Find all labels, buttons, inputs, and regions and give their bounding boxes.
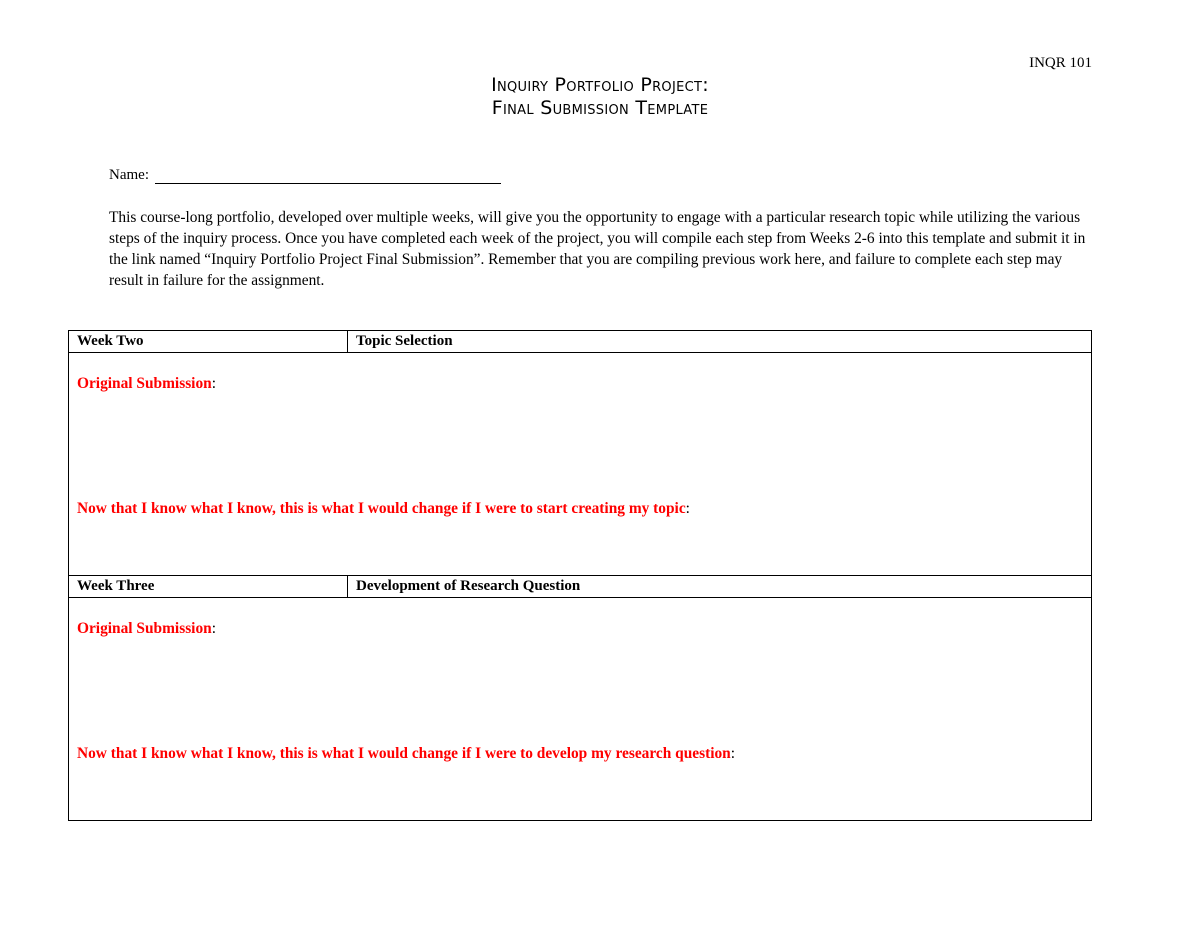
topic-label: Topic Selection <box>348 331 1092 353</box>
week-response-area[interactable] <box>69 353 1092 576</box>
prompt-text: Now that I know what I know, this is what I would change if I were to start creating my topic <box>77 500 686 517</box>
prompt-colon: : <box>211 620 216 637</box>
title-line-2: Final Submission Template <box>491 97 709 119</box>
prompt-text: Original Submission <box>77 620 212 637</box>
name-row <box>109 164 501 184</box>
name-field[interactable] <box>155 164 501 184</box>
intro-paragraph: This course-long portfolio, developed over multiple weeks, will give you the opportunity to engage with a particular research topic while utilizing the various steps of the inquiry process. Once you have completed each week of the project, you will compile each step from Weeks 2-6 into this template and submit it in the link named “Inquiry Portfolio Project Final Submission”. Remember that you are compiling previous work here, and failure to complete each step may result in failure for the assignment. <box>109 209 1086 289</box>
week-label: Week Two <box>69 331 348 353</box>
prompt-text: Now that I know what I know, this is what I would change if I were to develop my research question <box>77 745 731 762</box>
week-label: Week Three <box>69 576 348 598</box>
prompt-colon: : <box>730 745 736 762</box>
topic-label: Development of Research Question <box>348 576 1092 598</box>
original-submission-prompt <box>77 620 216 638</box>
document-title <box>0 74 1200 120</box>
table-row <box>69 576 1092 598</box>
title-line-1: Inquiry Portfolio Project: <box>491 74 709 96</box>
prompt-colon: : <box>685 500 690 517</box>
course-code: INQR 101 <box>1029 55 1092 71</box>
table-row <box>69 353 1092 576</box>
table-row <box>69 331 1092 353</box>
prompt-colon: : <box>211 375 216 392</box>
prompt-text: Original Submission <box>77 375 212 392</box>
weeks-table <box>68 330 1092 821</box>
table-row <box>69 598 1092 821</box>
name-label: Name: <box>109 167 149 183</box>
change-prompt <box>77 745 735 763</box>
week-response-area[interactable] <box>69 598 1092 821</box>
change-prompt <box>77 500 690 518</box>
original-submission-prompt <box>77 375 216 393</box>
